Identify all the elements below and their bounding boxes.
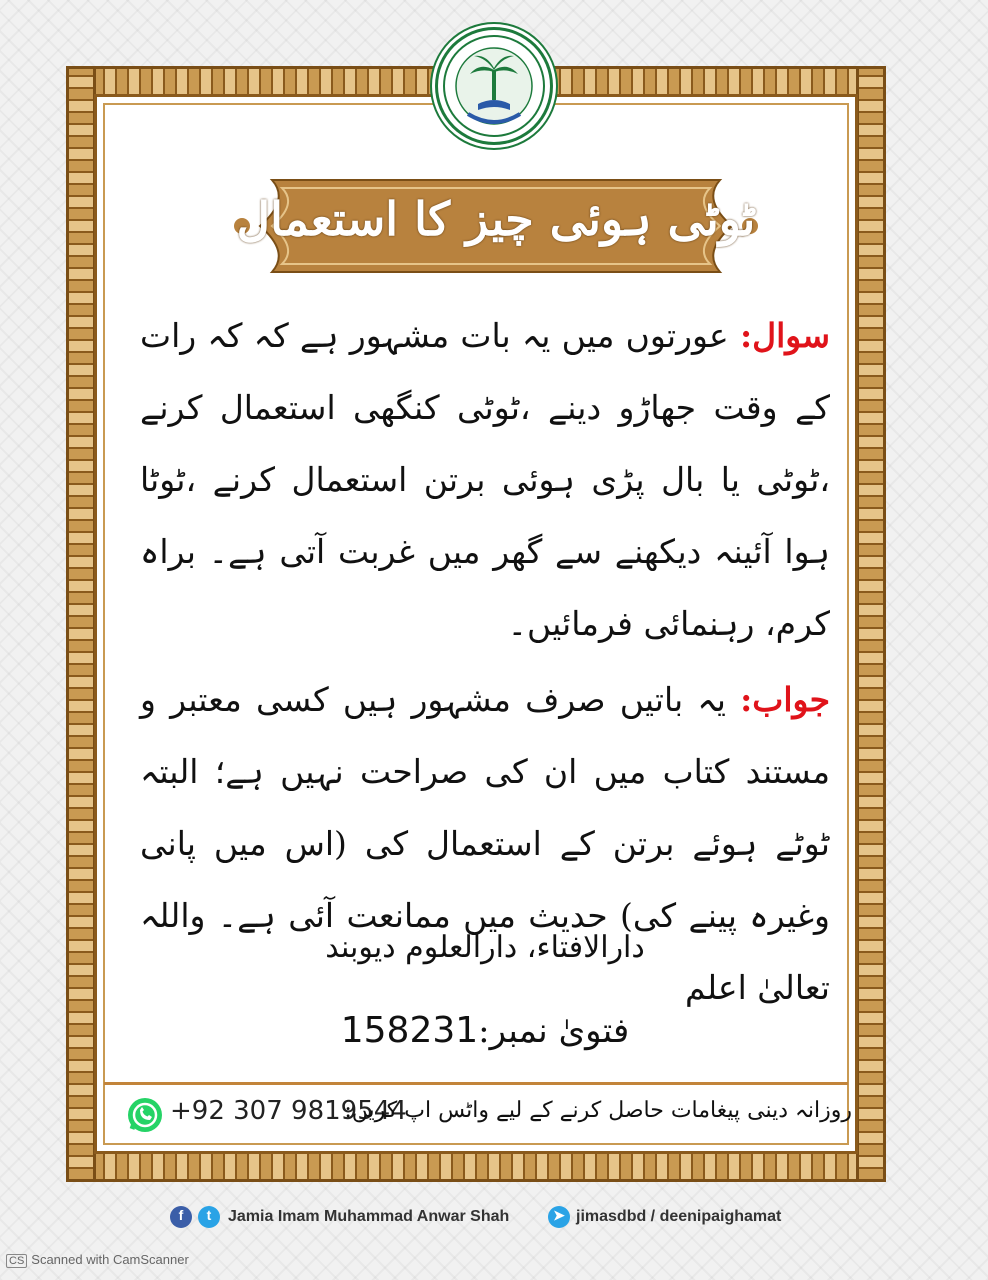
social-bar <box>170 1204 830 1234</box>
institution-signature: دارالافتاء، دارالعلوم دیوبند <box>325 930 645 965</box>
divider <box>104 1082 848 1085</box>
phone-number[interactable]: +92 307 9819544 <box>170 1096 407 1126</box>
question-label: سوال: <box>739 316 830 355</box>
title-banner <box>232 170 760 282</box>
answer-paragraph <box>140 664 830 1024</box>
question-paragraph <box>140 300 830 660</box>
social-handles[interactable]: jimasdbd / deenipaighamat <box>576 1208 782 1225</box>
fatwa-number-line <box>140 1010 830 1051</box>
whatsapp-footer <box>120 1094 860 1138</box>
answer-text: یہ باتیں صرف مشہور ہیں کسی معتبر و مستند کتاب میں ان کی صراحت نہیں ہے؛ البتہ ٹوٹے ہوئے برتن کے استعمال کی (اس میں پانی وغیرہ پینے کی) حدیث میں ممانعت آئی ہے۔ واللہ تعالیٰ اعلم <box>140 680 830 1007</box>
camscanner-badge: CS <box>6 1254 27 1268</box>
answer-label: جواب: <box>740 680 830 719</box>
fatwa-label: فتویٰ نمبر: <box>478 1011 630 1051</box>
whatsapp-icon[interactable] <box>126 1096 164 1134</box>
organization-name: Jamia Imam Muhammad Anwar Shah <box>228 1208 510 1225</box>
telegram-icon[interactable]: ➤ <box>548 1206 570 1228</box>
question-text: عورتوں میں یہ بات مشہور ہے کہ کہ رات کے وقت جھاڑو دینے ،ٹوٹی کنگھی استعمال کرنے ،ٹوٹی یا بال پڑی ہوئی برتن استعمال کرنے ،ٹوٹا ہوا آئینہ دیکھنے سے گھر میں غربت آتی ہے۔ براہ کرم، رہنمائی فرمائیں۔ <box>140 316 830 643</box>
fatwa-number: 158231 <box>340 1010 479 1051</box>
twitter-icon[interactable]: t <box>198 1206 220 1228</box>
page-title: ٹوٹی ہوئی چیز کا استعمال <box>236 192 756 246</box>
facebook-icon[interactable]: f <box>170 1206 192 1228</box>
scanner-text: Scanned with CamScanner <box>31 1252 189 1267</box>
scanner-watermark <box>6 1252 189 1268</box>
footer-message: روزانہ دینی پیغامات حاصل کرنے کے لیے واٹس اپ کریں: <box>344 1098 852 1123</box>
palm-tree-seal-icon <box>438 30 550 142</box>
fatwa-body <box>140 300 830 1024</box>
